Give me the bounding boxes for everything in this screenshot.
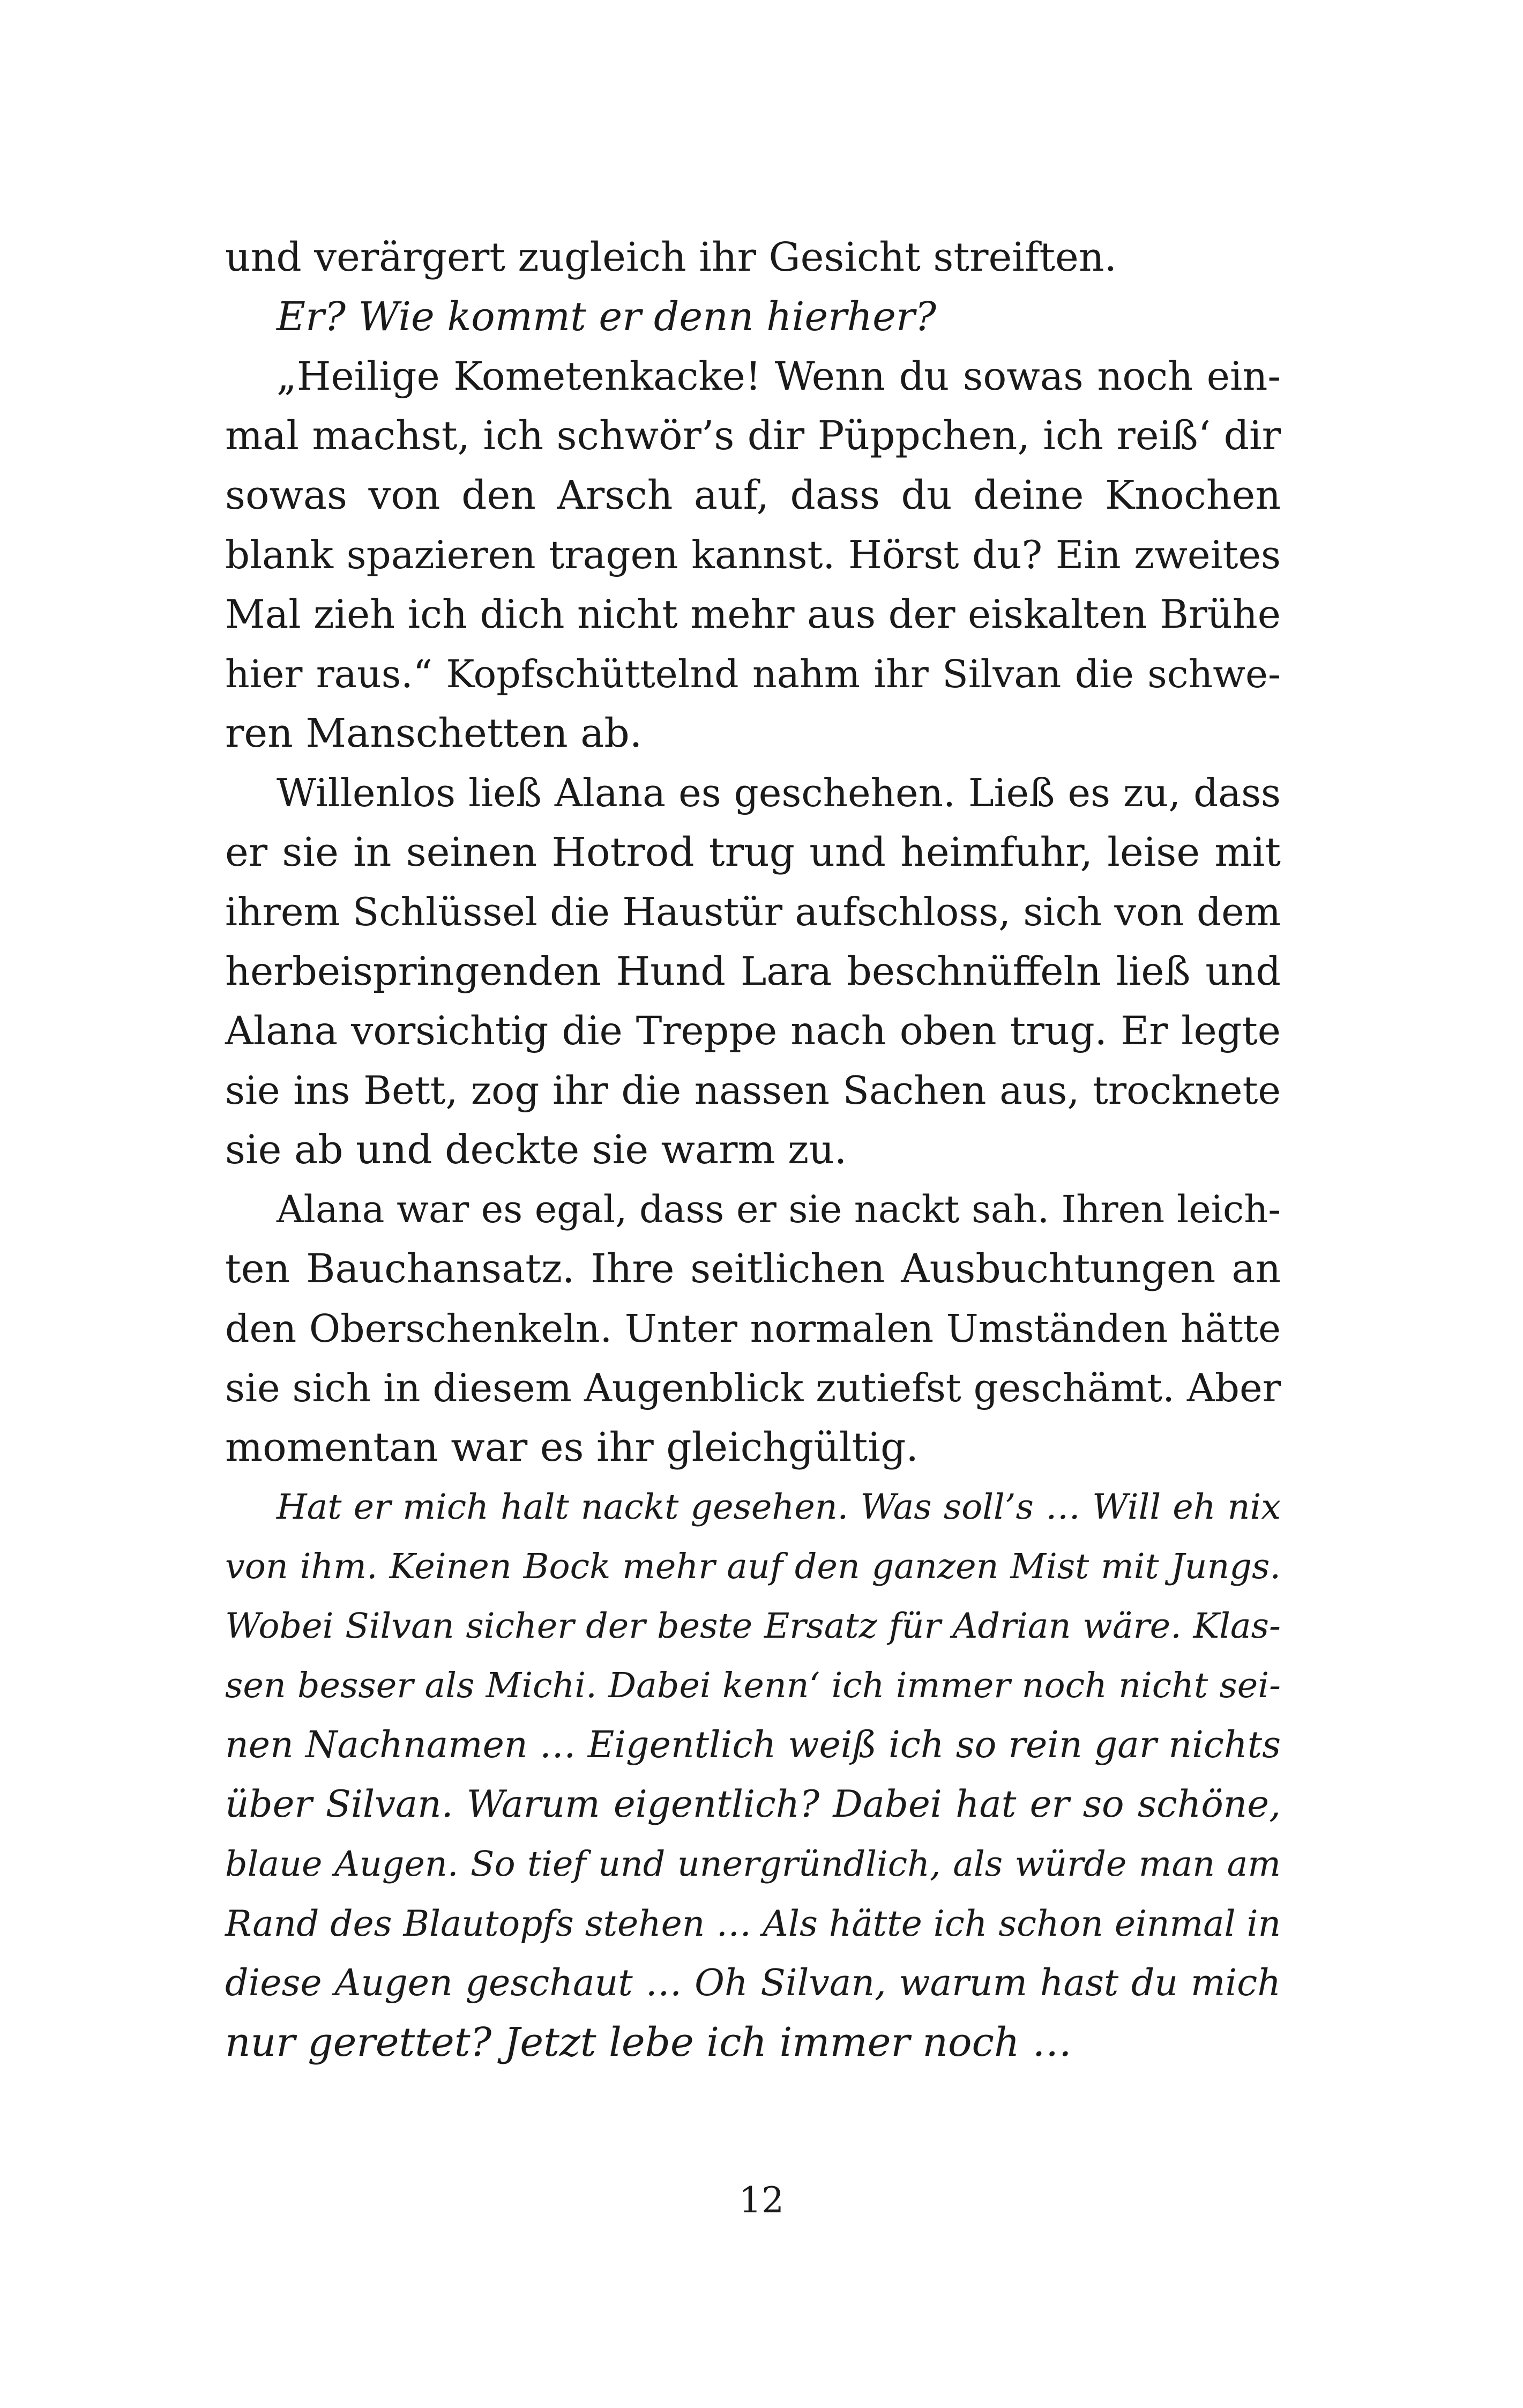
text-line: Alana vorsichtig die Treppe nach oben trug. Er legte — [225, 1008, 1281, 1054]
text-line: von ihm. Keinen Bock mehr auf den ganzen Mist mit Jungs. — [225, 1547, 1281, 1587]
text-line: momentan war es ihr gleichgültig. — [225, 1424, 919, 1470]
text-line: sowas von den Arsch auf, dass du deine Knochen — [225, 472, 1281, 518]
text-line: er sie in seinen Hotrod trug und heimfuhr, leise mit — [225, 829, 1281, 875]
text-line: „Heilige Kometenkacke! Wenn du sowas noch ein- — [277, 354, 1281, 399]
text-line: mal machst, ich schwör’s dir Püppchen, ich reiß‘ dir — [225, 413, 1281, 459]
text-line: Wobei Silvan sicher der beste Ersatz für Adrian wäre. Klas- — [225, 1606, 1281, 1646]
text-line: blank spazieren tragen kannst. Hörst du? Ein zweites — [225, 532, 1281, 577]
text-line: Alana war es egal, dass er sie nackt sah. Ihren leich- — [277, 1187, 1281, 1231]
text-line: herbeispringenden Hund Lara beschnüffeln ließ und — [225, 949, 1281, 994]
text-line: Er? Wie kommt er denn hierher? — [277, 294, 937, 340]
text-line: ren Manschetten ab. — [225, 710, 643, 756]
text-line: nen Nachnamen … Eigentlich weiß ich so rein gar nichts — [225, 1724, 1281, 1766]
text-line: über Silvan. Warum eigentlich? Dabei hat er so schöne, — [225, 1783, 1281, 1826]
text-line: und verärgert zugleich ihr Gesicht streiften. — [225, 234, 1117, 280]
text-line: sie ins Bett, zog ihr die nassen Sachen aus, trocknete — [225, 1068, 1281, 1113]
text-line: ihrem Schlüssel die Haustür aufschloss, sich von dem — [225, 889, 1281, 934]
text-line: ten Bauchansatz. Ihre seitlichen Ausbuchtungen an — [225, 1246, 1281, 1292]
text-line: hier raus.“ Kopfschüttelnd nahm ihr Silvan die schwe- — [225, 652, 1281, 696]
page-number: 12 — [739, 2180, 784, 2221]
text-line: Mal zieh ich dich nicht mehr aus der eiskalten Brühe — [225, 592, 1281, 637]
text-line: Rand des Blautopfs stehen … Als hätte ich schon einmal in — [225, 1903, 1281, 1944]
text-line: sen besser als Michi. Dabei kenn‘ ich immer noch nicht sei- — [225, 1666, 1281, 1706]
text-line: diese Augen geschaut … Oh Silvan, warum hast du mich — [225, 1962, 1281, 2004]
text-line: Willenlos ließ Alana es geschehen. Ließ es zu, dass — [277, 770, 1281, 815]
text-line: sie sich in diesem Augenblick zutiefst geschämt. Aber — [225, 1365, 1281, 1410]
text-line: den Oberschenkeln. Unter normalen Umständen hätte — [225, 1306, 1281, 1351]
text-line: blaue Augen. So tief und unergründlich, als würde man am — [225, 1844, 1281, 1884]
text-line: nur gerettet? Jetzt lebe ich immer noch … — [225, 2019, 1072, 2065]
body-text — [225, 228, 1281, 2072]
text-line: Hat er mich halt nackt gesehen. Was soll’s … Will eh nix — [277, 1487, 1281, 1527]
text-line: sie ab und deckte sie warm zu. — [225, 1127, 847, 1173]
